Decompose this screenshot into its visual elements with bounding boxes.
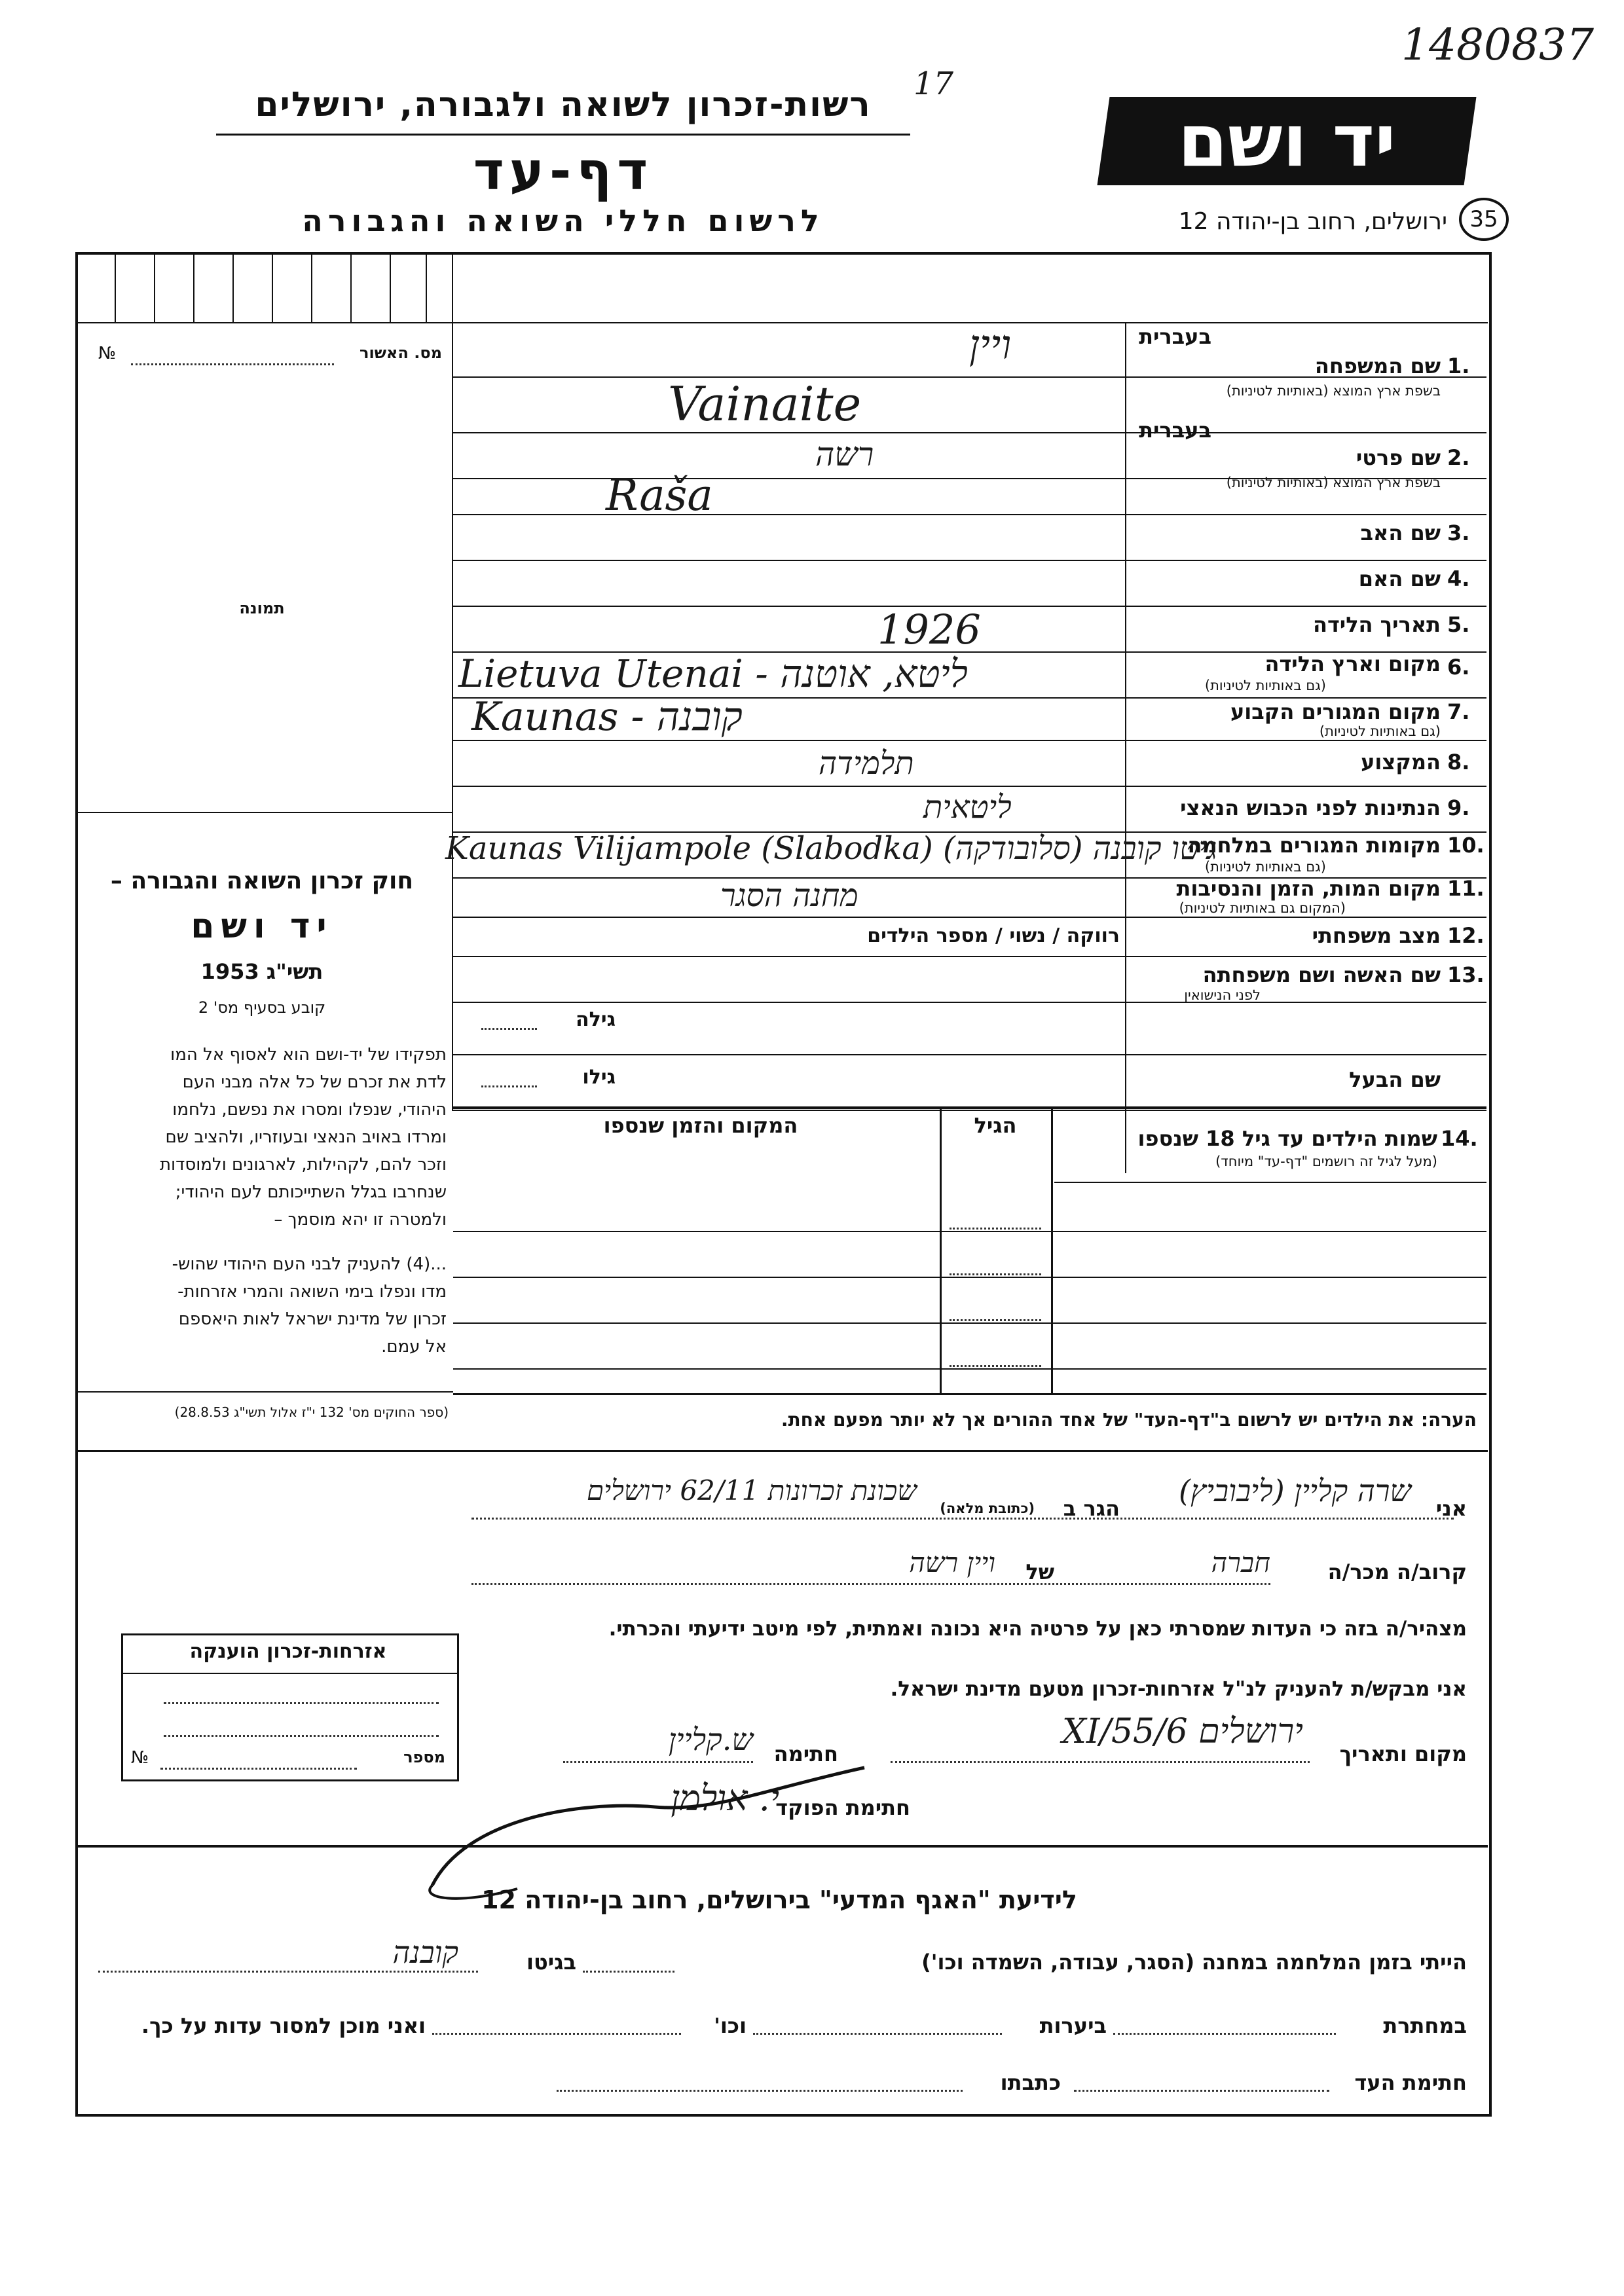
field-8-number: 8. — [1447, 750, 1470, 774]
field-2-latin-value: Raša — [606, 470, 713, 520]
decl-of-value: ויין רשה — [909, 1546, 995, 1578]
photo-label: תמונה — [239, 599, 285, 617]
strip-cell-line — [232, 253, 234, 322]
footer-underground-line — [1113, 2033, 1336, 2035]
archive-number: 1480837 — [1401, 20, 1594, 70]
field-6-sub: (גם באותיות לטיניות) — [1204, 678, 1326, 693]
field-11-value: מחנה הסגר — [720, 877, 858, 914]
decl-officer-label: חתימת הפוקד — [775, 1795, 910, 1820]
field-7-label: מקום המגורים הקבוע — [1230, 699, 1441, 724]
strip-divider — [452, 253, 453, 1111]
children-row-line — [453, 1231, 1486, 1232]
page-corner-number: 17 — [913, 65, 954, 102]
strip-cell-line — [193, 253, 194, 322]
field-2-hebrew-value: רשה — [815, 435, 874, 473]
row-line — [453, 1002, 1486, 1003]
institution-name: רשות-זכרון לשואה ולגבורה, ירושלים — [255, 85, 872, 124]
institution-underline — [216, 134, 910, 136]
law-line: וזכר להם, לקהילות, לארגונים ולמוסדות — [159, 1155, 447, 1175]
citizenship-number-label: מספר — [403, 1748, 445, 1766]
law-line: לדת את זכרם של כל אלה מבני העם — [182, 1072, 447, 1092]
law-line: מדו ונפלו בימי השואה והמרי אזרחות- — [177, 1282, 447, 1302]
field-5-value: 1926 — [877, 606, 981, 653]
note-text: הערה: את הילדים יש לרשום ב"דף-העד" של אחד ההורים אך לא יותר מפעם אחת. — [781, 1409, 1477, 1430]
strip-cell-line — [311, 253, 312, 322]
decl-address-label: (כתובת מלאה) — [940, 1501, 1035, 1516]
field-4-number: 4. — [1447, 566, 1470, 591]
child-age-line — [950, 1365, 1041, 1367]
field-1-hebrew-value: ויין — [969, 321, 1012, 369]
law-line: ...(4) להעניק לבני העם היהודי שהוש- — [172, 1254, 447, 1274]
law-line: שנחרבו בגלל השתייכותם לעם היהודי; — [175, 1182, 447, 1202]
row-line — [453, 1054, 1486, 1055]
field-10-value: Kaunas Vilijampole (Slabodka) גיטו קובנה (סלובודקה) — [445, 830, 1217, 867]
field-13-number: 13. — [1447, 962, 1485, 987]
field-3-label: שם האב — [1360, 520, 1441, 545]
footer-forests-label: ביערות — [1039, 2013, 1107, 2038]
footer-address-line — [557, 2090, 963, 2092]
wife-age-label: גילה — [576, 1008, 616, 1031]
decl-relation-label: קרוב/ה מכר/ה — [1327, 1559, 1467, 1584]
field-13-label: שם האשה ושם משפחתה — [1202, 962, 1441, 987]
field-2-sub: בשפת ארץ המוצא (באותיות לטיניות) — [1226, 475, 1441, 490]
strip-cell-line — [272, 253, 273, 322]
citizenship-line — [164, 1702, 439, 1704]
officer-signature: י. אולמן — [671, 1777, 779, 1819]
strip-cell-line — [426, 253, 427, 322]
children-col-place: המקום והזמן שנספו — [603, 1113, 798, 1138]
field-7-sub: (גם באותיות לטיניות) — [1319, 723, 1441, 739]
children-col-divider-2 — [1051, 1106, 1053, 1394]
address: ירושלים, רחוב בן-יהודה 12 — [1178, 208, 1447, 235]
decl-i-label: אני — [1435, 1496, 1467, 1521]
decl-statement-1: מצהיר/ה בזה כי העדות שמסרתי כאן על פרטיה היא נכונה ואמתית, לפי מיטב ידיעתי והכרתי. — [608, 1617, 1467, 1641]
field-1-lang: בעברית — [1139, 324, 1211, 349]
law-bottom-line — [77, 1391, 453, 1393]
field-11-label: מקום המות, הזמן והנסיבות — [1176, 876, 1441, 901]
field-10-label: מקומות המגורים במלחמה — [1187, 833, 1441, 858]
citizenship-line — [164, 1735, 439, 1737]
photo-area-bottom — [77, 812, 453, 813]
footer-top-line — [77, 1845, 1488, 1848]
field-2-label: שם פרטי — [1356, 445, 1441, 470]
field-9-label: הנתינות לפני הכבוש הנאצי — [1180, 795, 1441, 820]
field-7-number: 7. — [1447, 699, 1470, 724]
field-9-value: ליטאית — [923, 789, 1012, 826]
logo-text: יד ושם — [1177, 99, 1396, 183]
citizenship-title-line — [123, 1673, 457, 1674]
approval-no-symbol: № — [98, 344, 117, 363]
field-1-label: שם המשפחה — [1314, 354, 1441, 378]
wife-age-line — [481, 1028, 537, 1030]
footer-witness-line — [1074, 2090, 1329, 2092]
field-9-number: 9. — [1447, 795, 1470, 820]
field-12-number: 12. — [1447, 923, 1485, 948]
law-year: תשי"ג 1953 — [200, 959, 323, 984]
strip-cell-line — [154, 253, 155, 322]
footer-witness-signature: חתימת העד — [1354, 2070, 1467, 2095]
child-age-line — [950, 1273, 1041, 1275]
law-section: קובע בסעיף מס' 2 — [198, 998, 326, 1017]
strip-cell-line — [390, 253, 391, 322]
field-6-number: 6. — [1447, 655, 1470, 680]
approval-label: מס. האשור — [360, 344, 442, 362]
decl-name-value: שרה קליין (ליבוביץ) — [1179, 1473, 1411, 1508]
footer-ghetto-label: בגיטו — [526, 1950, 576, 1975]
footer-ghetto-line — [98, 1971, 478, 1973]
row-line — [453, 786, 1486, 787]
row-line — [453, 956, 1486, 957]
field-2-lang: בעברית — [1139, 418, 1211, 443]
children-row-line — [453, 1368, 1486, 1370]
citizenship-number-line — [160, 1768, 357, 1770]
children-row-line — [453, 1322, 1486, 1324]
row-line — [453, 1110, 1486, 1111]
field-10-sub: (גם באותיות לטיניות) — [1204, 859, 1326, 875]
field-7-value: Kaunas - קובנה — [471, 694, 743, 740]
decl-relation-value: חברה — [1211, 1546, 1270, 1578]
footer-camp-line — [583, 1971, 674, 1973]
decl-address-line — [471, 1518, 1454, 1520]
law-line: ולמטרה זו יהא מוסמך – — [274, 1210, 447, 1230]
field-6-value: Lietuva Utenai - ליטא, אוטנה — [458, 651, 968, 696]
approval-number-line — [131, 363, 334, 365]
footer-underground-label: במחתרת — [1383, 2013, 1467, 2038]
footer-title: לידיעת "האגף המדעי" בירושלים, רחוב בן-יהודה 12 — [481, 1886, 1077, 1914]
law-line: אל עמם. — [381, 1337, 447, 1357]
strip-cell-line — [350, 253, 352, 322]
yad-vashem-logo — [1098, 97, 1477, 185]
row-line — [453, 432, 1486, 433]
children-label: שמות הילדים עד גיל 18 שנספו — [1137, 1126, 1437, 1151]
field-1-number: 1. — [1447, 354, 1470, 378]
form-title: דף-עד — [473, 141, 654, 202]
footer-line-1: הייתי בזמן המלחמה במחנה (הסגר, עבודה, השמדה וכו') — [921, 1950, 1467, 1975]
decl-residing-label: הגר ב — [1063, 1496, 1120, 1521]
children-number: 14. — [1441, 1126, 1478, 1151]
children-sub: (מעל לגיל זה רושמים "דף-עד" מיוחד) — [1215, 1154, 1437, 1169]
field-11-sub: (המקום גם באותיות לטיניות) — [1179, 900, 1346, 916]
law-title: חוק זכרון השואה והגבורה – — [110, 867, 414, 894]
law-text — [80, 1041, 447, 1360]
label-column-divider — [1125, 322, 1126, 1173]
field-3-number: 3. — [1447, 520, 1470, 545]
footer-ghetto-value: קובנה — [392, 1935, 458, 1970]
field-10-number: 10. — [1447, 833, 1485, 858]
law-line: תפקידו של יד-ושם הוא לאסוף אל המו — [170, 1045, 447, 1065]
row-line — [453, 740, 1486, 741]
note-top-line — [453, 1393, 1486, 1395]
form-subtitle: לרשום חללי השואה והגבורה — [302, 203, 824, 238]
children-row-line — [453, 1277, 1486, 1278]
note-bottom-line — [77, 1450, 1488, 1452]
footer-forests-line — [753, 2033, 1002, 2035]
law-line: זכרון של מדינת ישראל לאות היאספם — [178, 1309, 447, 1329]
field-8-label: המקצוע — [1361, 750, 1441, 774]
field-1-sub: בשפת ארץ המוצא (באותיות לטיניות) — [1226, 383, 1441, 399]
field-2-number: 2. — [1447, 445, 1470, 470]
law-line: ומרדו באויב הנאצי ובעוזריו, ולהציב שם — [165, 1127, 447, 1147]
strip-cell-line — [115, 253, 116, 322]
law-line: היהודי, שנפלו ומסרו את נפשם, נלחמו — [172, 1100, 447, 1120]
child-age-line — [950, 1319, 1041, 1321]
field-5-label: תאריך הלידה — [1312, 612, 1441, 637]
citizenship-no-symbol: № — [131, 1748, 149, 1768]
decl-address-value: שכונת זכרונות 62/11 ירושלים — [586, 1474, 917, 1506]
decl-place-date-line — [891, 1761, 1310, 1763]
field-13-sub: לפני הנישואין — [1184, 987, 1261, 1003]
decl-signature-value: ש.קליין — [668, 1722, 753, 1757]
children-table-top — [453, 1106, 1486, 1109]
decl-of-label: של — [1025, 1559, 1054, 1584]
field-1-latin-value: Vainaite — [668, 376, 862, 431]
field-6-label: מקום וארץ הלידה — [1264, 651, 1441, 676]
decl-statement-2: אני מבקש/ת להעניק לנ"ל אזרחות-זכרון מטעם מדינת ישראל. — [890, 1677, 1467, 1701]
husband-age-label: גילו — [582, 1066, 616, 1089]
decl-signature-label: חתימה — [773, 1741, 838, 1766]
row-line — [453, 560, 1486, 561]
children-col-age: הגיל — [974, 1113, 1017, 1138]
footer-etc-line — [432, 2033, 681, 2035]
footer-ready-text: ואני מוכן למסור עדות על כך. — [141, 2013, 426, 2038]
law-name: יד ושם — [191, 907, 333, 946]
field-12-value: רווקה / נשוי / מספר הילדים — [867, 924, 1120, 947]
top-strip-bottom — [77, 322, 1488, 323]
circled-number: 35 — [1459, 198, 1509, 241]
husband-label: שם הבעל — [1349, 1067, 1441, 1092]
citizenship-title: אזרחות-זכרון הוענקה — [189, 1640, 387, 1663]
field-11-number: 11. — [1447, 876, 1485, 901]
decl-place-date-label: מקום ותאריך — [1339, 1741, 1467, 1766]
law-source: (ספר החוקים מס' 132 י"ז אלול תשי"ג 28.8.53) — [174, 1404, 449, 1420]
husband-age-line — [481, 1085, 537, 1087]
footer-address-label: כתבתו — [1000, 2070, 1061, 2095]
field-12-label: מצב משפחתי — [1312, 923, 1441, 948]
children-row-line — [1054, 1182, 1486, 1183]
footer-etc-label: וכו' — [714, 2013, 747, 2038]
decl-relation-line — [471, 1583, 1270, 1585]
decl-place-date-value: ירושלים 6/XI/55 — [1061, 1712, 1303, 1751]
field-5-number: 5. — [1447, 612, 1470, 637]
field-8-value: תלמידה — [819, 745, 914, 782]
children-col-divider-1 — [940, 1106, 942, 1394]
child-age-line — [950, 1228, 1041, 1230]
field-4-label: שם האם — [1358, 566, 1441, 591]
row-line — [453, 917, 1486, 918]
